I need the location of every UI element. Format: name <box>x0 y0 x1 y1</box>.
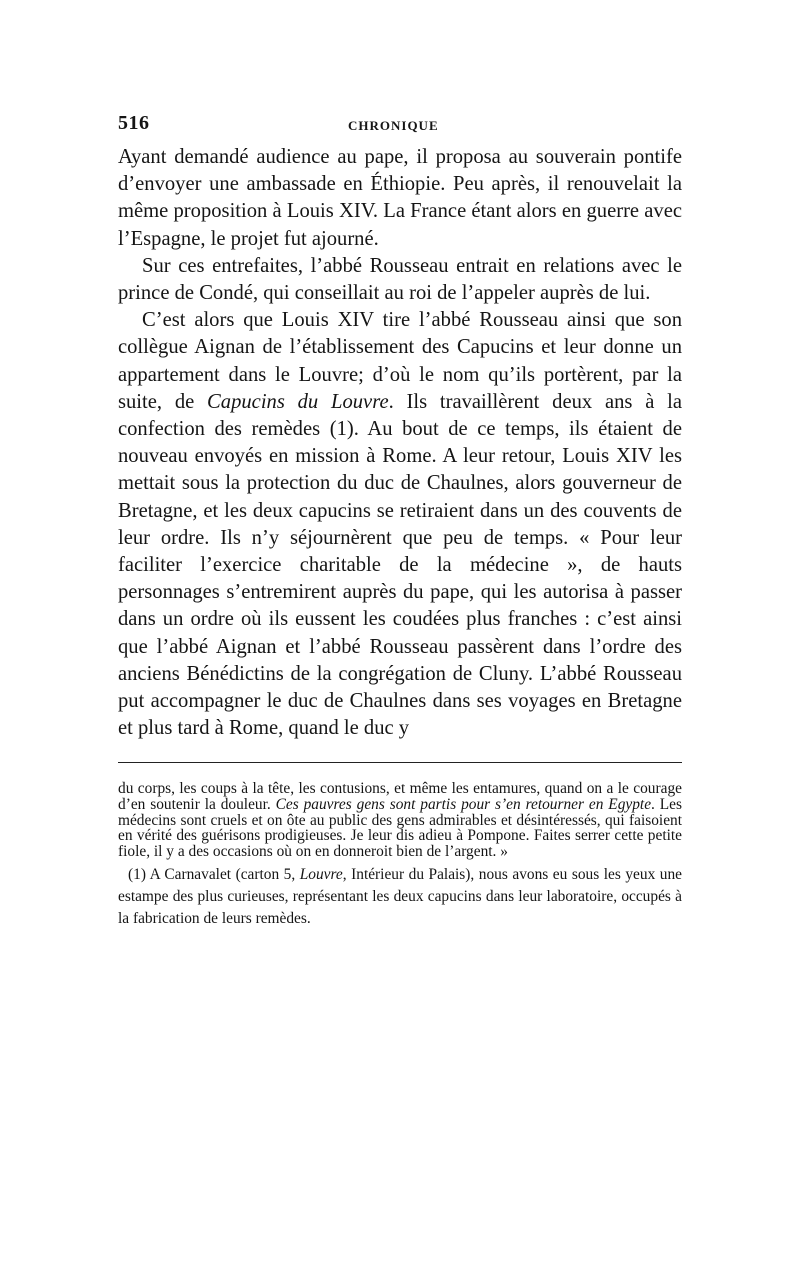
page-number: 516 <box>118 112 150 134</box>
book-page <box>118 112 682 929</box>
page-header <box>118 112 682 144</box>
footnote-1-text-a: (1) A Carnavalet (carton 5, <box>128 866 300 884</box>
paragraph-3 <box>118 307 682 742</box>
footnotes <box>118 781 682 929</box>
main-text <box>118 144 682 742</box>
footnote-continuation-text-a: du corps, les coups à la tête, les contusions, et même les entamures, quand on a le courage d’en soutenir la douleur. <box>118 780 682 814</box>
paragraph-1: Ayant demandé audience au pape, il proposa au souverain pontife d’envoyer une ambassade en Éthiopie. Peu après, il renouvelait la même proposition à Louis XIV. La France étant alors en guerre avec l’Espagne, le projet fut ajourné. <box>118 146 682 250</box>
footnote-1 <box>118 864 682 929</box>
footnote-1-text-b: , Intérieur du Palais), nous avons eu sous les yeux une estampe des plus curieuses, représentant les deux capucins dans leur laboratoire, occupés à la fabrication de leurs remèdes. <box>118 866 682 927</box>
paragraph-3-italic: Capucins du Louvre <box>207 390 389 413</box>
paragraph-3-text-a: C’est alors que Louis XIV tire l’abbé Rousseau ainsi que son collègue Aignan de l’établissement des Capucins et leur donne un appartement dans le Louvre; d’où le nom qu’ils portèrent, par la suite, de <box>118 309 682 413</box>
footnote-1-italic: Louvre <box>299 866 343 884</box>
footnote-divider <box>118 762 682 763</box>
paragraph-3-text-b: . Ils travaillèrent deux ans à la confection des remèdes (1). Au bout de ce temps, ils étaient de nouveau envoyés en mission à Rome. A leur retour, Louis XIV les mettait sous la protection du duc de Chaulnes, alors gouverneur de Bretagne, et les deux capucins se retiraient dans un des couvents de leur ordre. Ils n’y séjournèrent que peu de temps. « Pour leur faciliter l’exercice charitable de la médecine », de hauts personnages s’entremirent auprès du pape, qui les autorisa à passer dans un ordre où ils eussent les coudées plus franches : c’est ainsi que l’abbé Aignan et l’abbé Rousseau passèrent dans l’ordre des anciens Bénédictins de la congrégation de Cluny. L’abbé Rousseau put accompagner le duc de Chaulnes dans ses voyages en Bretagne et plus tard à Rome, quand le duc y <box>118 390 682 740</box>
running-head: CHRONIQUE <box>348 118 439 133</box>
footnote-continuation-text-b: . Les médecins sont cruels et on ôte au public des gens admirables et désintéressés, qui faisoient en vérité des guérisons prodigieuses. Je leur dis adieu à Pompone. Faites serrer cette petite fiole, il y a des occasions où on en donneroit bien de l’argent. » <box>118 796 682 860</box>
paragraph-2: Sur ces entrefaites, l’abbé Rousseau entrait en relations avec le prince de Condé, qui conseillait au roi de l’appeler auprès de lui. <box>118 254 682 305</box>
footnote-continuation <box>118 781 682 859</box>
footnote-continuation-italic: Ces pauvres gens sont partis pour s’en retourner en Egypte <box>275 796 652 814</box>
